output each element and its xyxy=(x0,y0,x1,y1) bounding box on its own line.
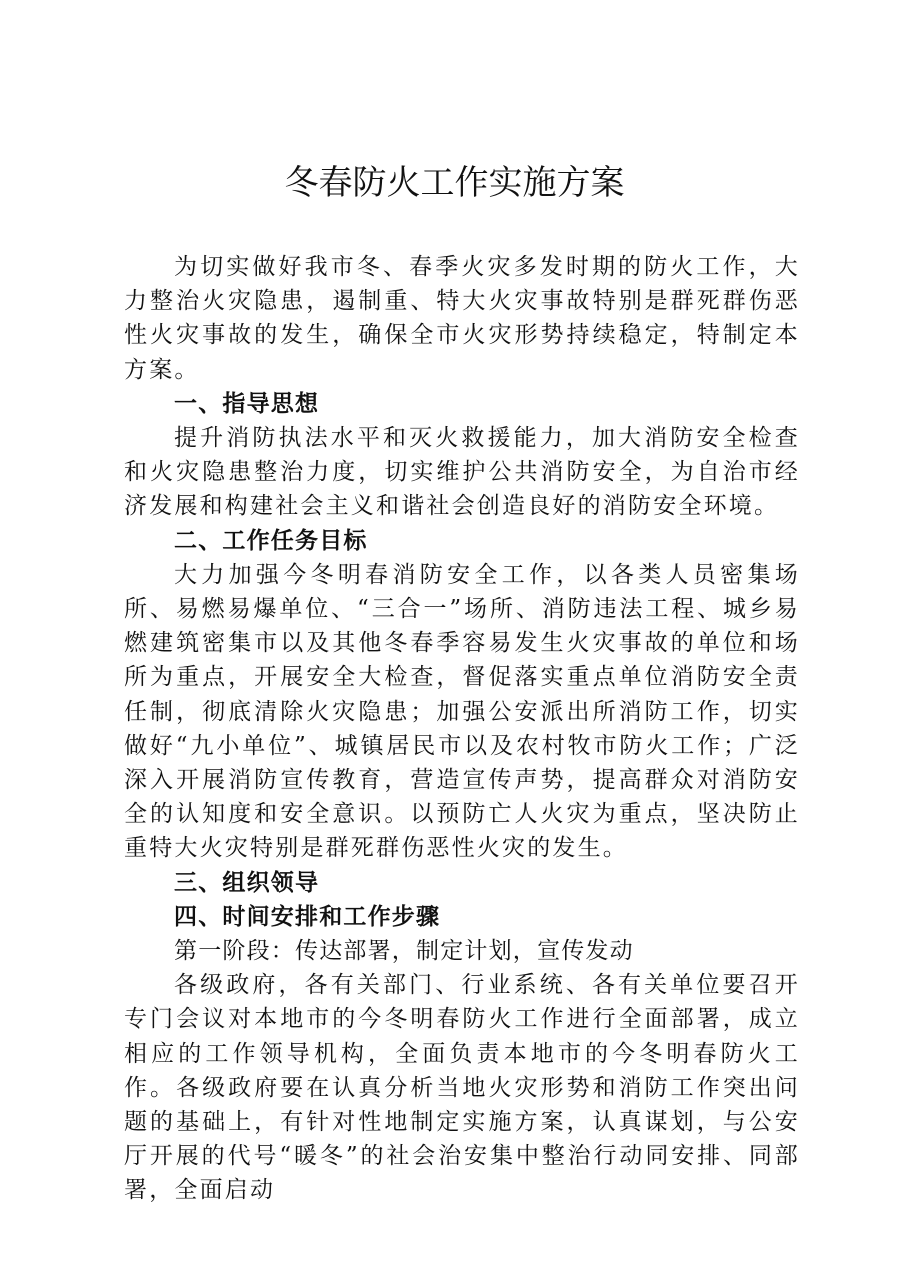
guiding-thought-paragraph: 提升消防执法水平和灭火救援能力，加大消防安全检查和火灾隐患整治力度，切实维护公共消防安全，为自治市经济发展和构建社会主义和谐社会创造良好的消防安全环境。 xyxy=(124,425,800,520)
stage-one-heading: 第一阶段：传达部署，制定计划，宣传发动 xyxy=(174,938,634,965)
section-heading-guiding-thought: 一、指导思想 xyxy=(174,390,320,417)
document-body xyxy=(124,250,800,1208)
task-goals-paragraph: 大力加强今冬明春消防安全工作，以各类人员密集场所、易燃易爆单位、“三合一”场所、消防违法工程、城乡易燃建筑密集市以及其他冬春季容易发生火灾事故的单位和场所为重点，开展安全大检查，督促落实重点单位消防安全责任制，彻底清除火灾隐患；加强公安派出所消防工作，切实做好“九小单位”、城镇居民市以及农村牧市防火工作；广泛深入开展消防宣传教育，营造宣传声势，提高群众对消防安全的认知度和安全意识。以预防亡人火灾为重点，坚决防止重特大火灾特别是群死群伤恶性火灾的发生。 xyxy=(124,561,800,862)
section-heading-schedule: 四、时间安排和工作步骤 xyxy=(174,903,441,930)
stage-one-paragraph: 各级政府，各有关部门、行业系统、各有关单位要召开专门会议对本地市的今冬明春防火工作进行全面部署，成立相应的工作领导机构，全面负责本地市的今冬明春防火工作。各级政府要在认真分析当地火灾形势和消防工作突出问题的基础上，有针对性地制定实施方案，认真谋划，与公安厅开展的代号“暖冬”的社会治安集中整治行动同安排、同部署，全面启动 xyxy=(124,972,800,1204)
section-heading-task-goals: 二、工作任务目标 xyxy=(174,527,368,554)
document-title: 冬春防火工作实施方案 xyxy=(284,163,625,203)
intro-paragraph: 为切实做好我市冬、春季火灾多发时期的防火工作，大力整治火灾隐患，遏制重、特大火灾事故特别是群死群伤恶性火灾事故的发生，确保全市火灾形势持续稳定，特制定本方案。 xyxy=(124,254,800,383)
section-heading-organization: 三、组织领导 xyxy=(174,869,320,896)
